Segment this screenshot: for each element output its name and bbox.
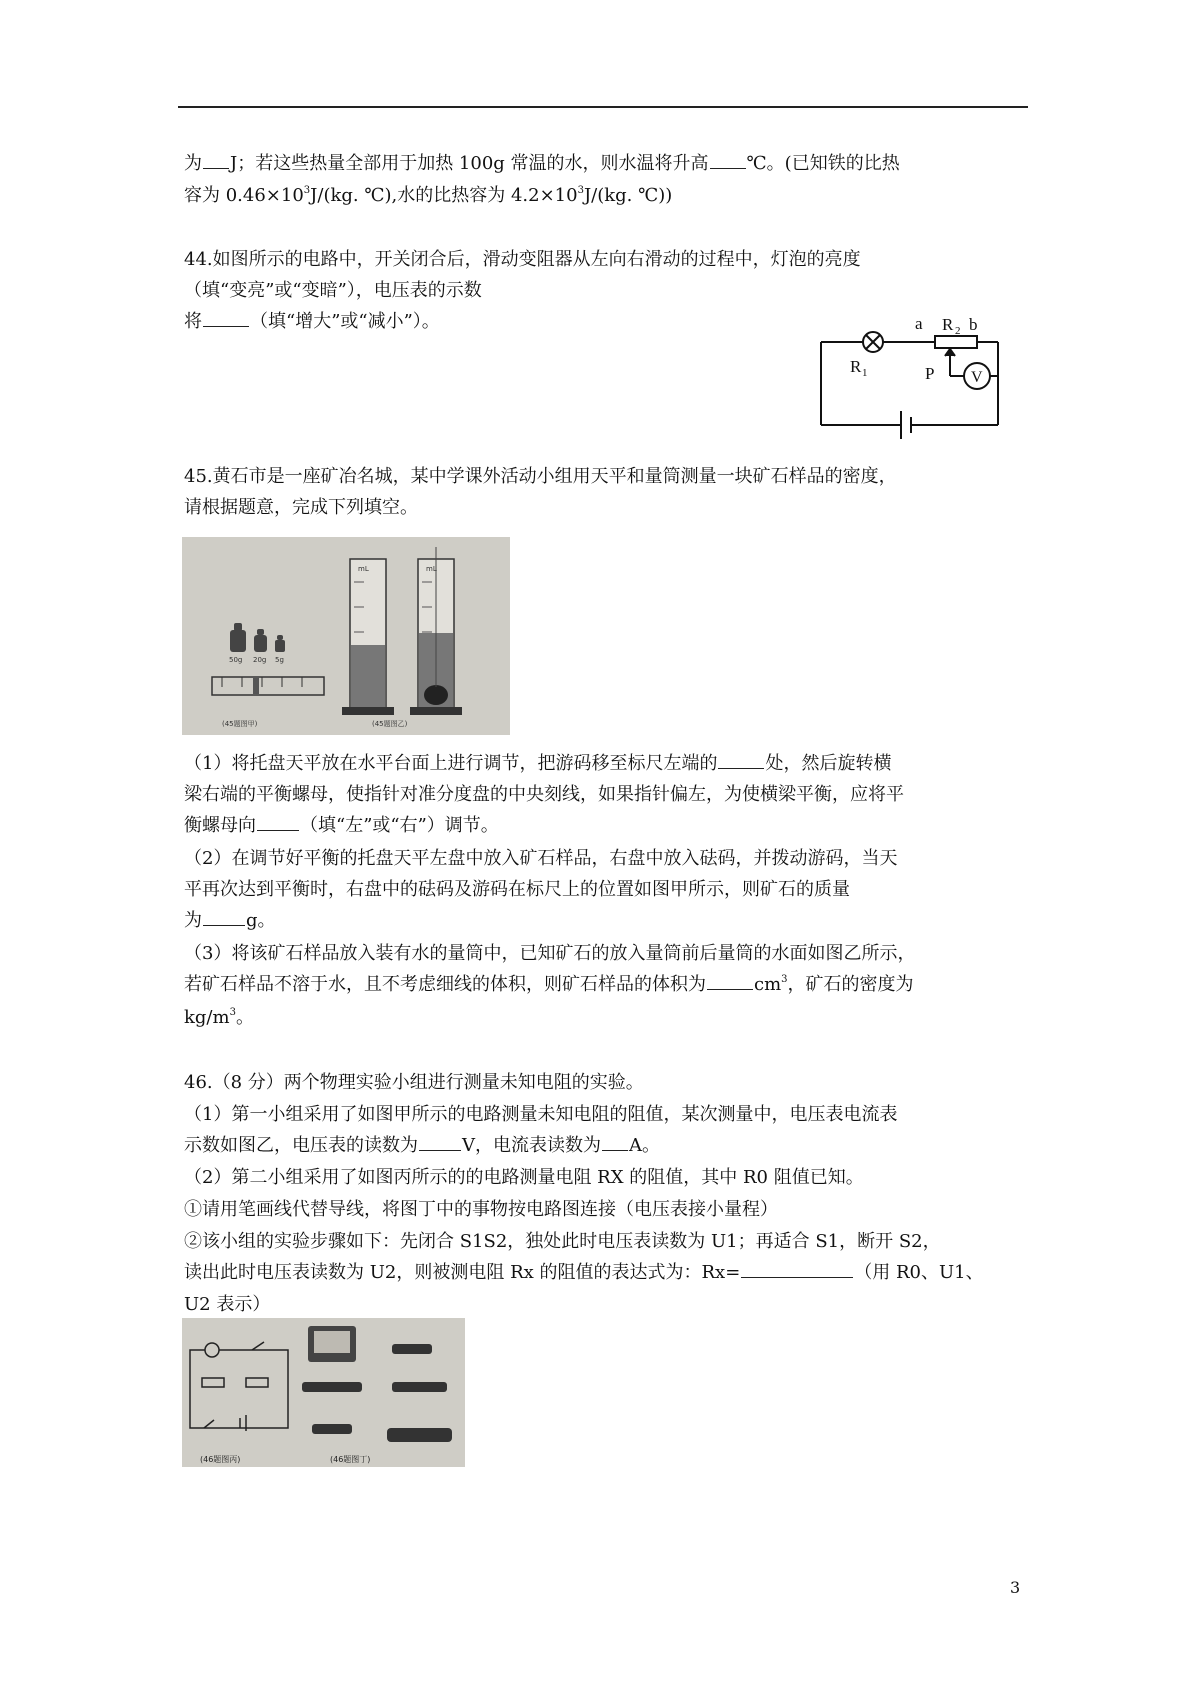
q46-line6: ②该小组的实验步骤如下：先闭合 S1S2，独处此时电压表读数为 U1；再适合 S1，断开 S2， (184, 1231, 941, 1252)
label-v: V (971, 369, 983, 386)
q45-p3-line1: （3）将该矿石样品放入装有水的量筒中，已知矿石的放入量筒前后量筒的水面如图乙所示， (184, 943, 916, 964)
answer-blank[interactable] (203, 150, 229, 169)
ore-sample-icon (424, 685, 448, 705)
q43-line2: 容为 $0.46\times 10^3J/(kg$. ℃),水的比热容为 $4.2\times 10^3J/(kg$. ℃)) (184, 185, 673, 206)
label-r2: R (942, 315, 954, 334)
weight-20g-icon (254, 635, 267, 652)
battery-device-icon (387, 1428, 452, 1442)
resistor-r0-icon (202, 1378, 224, 1387)
q45-p2-line2: 平再次达到平衡时，右盘中的砝码及游码在标尺上的位置如图甲所示，则矿石的质量 (184, 879, 850, 900)
switch-s2-device-icon (392, 1344, 432, 1354)
q46-line5: ①请用笔画线代替导线，将图丁中的事物按电路图连接（电压表接小量程） (184, 1199, 778, 1220)
resistor-rx-device-icon (392, 1382, 447, 1392)
label-r1: R (850, 357, 862, 376)
q46-line4: （2）第二小组采用了如图丙所示的的电路测量电阻 RX 的阻值，其中 R0 阻值已知。 (184, 1167, 864, 1188)
q45-line2: 请根据题意，完成下列填空。 (184, 497, 418, 518)
balance-scale-ruler (212, 677, 324, 695)
answer-blank[interactable] (718, 750, 764, 769)
q46-line7: 读出此时电压表读数为 U2，则被测电阻 Rx 的阻值的表达式为：Rx= （用 R0、U1、 (184, 1257, 1024, 1288)
rider-icon (253, 678, 259, 694)
weight-50g-icon (230, 630, 246, 652)
q46-line1: 46.（8 分）两个物理实验小组进行测量未知电阻的实验。 (184, 1072, 644, 1093)
q45-p3-line3: $kg/m^3$。 (184, 1007, 254, 1028)
q45-p1-line3: 衡螺母向 （填“左”或“右”）调节。 (184, 810, 1024, 841)
q44-line2: （填“变亮”或“变暗”），电压表的示数 (184, 280, 482, 301)
q44-line3: 将 （填“增大”或“减小”）。 (184, 306, 1024, 337)
fig-caption-yi: (45题图乙) (372, 720, 408, 728)
fig-caption-jia: (45题图甲) (222, 720, 258, 728)
page-number: 3 (1010, 1578, 1021, 1597)
q45-p2-line3: 为 g。 (184, 905, 1024, 936)
weight-5g-icon (275, 640, 285, 652)
answer-blank[interactable] (257, 812, 299, 831)
switch-s1-device-icon (312, 1424, 352, 1434)
label-b: b (969, 315, 978, 334)
q45-p3-line2: 若矿石样品不溶于水，且不考虑细线的体积，则矿石样品的体积为 $cm^3$，矿石的密度为 (184, 969, 1024, 1000)
resistor-r2-icon (935, 336, 977, 348)
resistor-rx-icon (246, 1378, 268, 1387)
q45-p2-line1: （2）在调节好平衡的托盘天平左盘中放入矿石样品，右盘中放入砝码，并拨动游码，当天 (184, 848, 898, 869)
resistor-r0-device-icon (302, 1382, 362, 1392)
answer-blank[interactable] (203, 907, 245, 926)
header-rule (178, 106, 1028, 108)
circuit-and-apparatus-photo (182, 1318, 465, 1467)
q46-line3: 示数如图乙，电压表的读数为 V，电流表读数为 A。 (184, 1130, 1024, 1161)
q45-line1: 45.黄石市是一座矿冶名城，某中学课外活动小组用天平和量筒测量一块矿石样品的密度， (184, 466, 897, 487)
label-r1-sub: 1 (862, 367, 868, 379)
voltmeter-icon (205, 1343, 219, 1357)
weight-5g-label: 5g (275, 656, 284, 664)
q46-line2: （1）第一小组采用了如图甲所示的电路测量未知电阻的阻值，某次测量中，电压表电流表 (184, 1104, 898, 1125)
answer-blank[interactable] (707, 971, 753, 990)
label-r2-sub: 2 (955, 325, 961, 337)
q44-line1: 44.如图所示的电路中，开关闭合后，滑动变阻器从左向右滑动的过程中，灯泡的亮度 (184, 249, 861, 270)
cylinder-1-unit: mL (358, 565, 369, 573)
answer-blank[interactable] (602, 1132, 628, 1151)
label-p: P (925, 364, 935, 383)
q43-line1: 为 J；若这些热量全部用于加热 100g 常温的水，则水温将升高 ℃。(已知铁的比热 (184, 148, 1024, 179)
fig-caption-ding: (46题图丁) (330, 1455, 371, 1464)
circuit-schematic-bing (190, 1350, 288, 1428)
q46-line8: U2 表示） (184, 1294, 271, 1315)
answer-blank[interactable] (741, 1259, 853, 1278)
answer-blank[interactable] (203, 308, 249, 327)
answer-blank[interactable] (419, 1132, 461, 1151)
answer-blank[interactable] (710, 150, 746, 169)
q45-p1-line2: 梁右端的平衡螺母，使指针对准分度盘的中央刻线，如果指针偏左，为使横梁平衡，应将平 (184, 784, 904, 805)
balance-and-cylinder-photo (182, 537, 510, 735)
q45-p1-line1: （1）将托盘天平放在水平台面上进行调节，把游码移至标尺左端的 处，然后旋转横 (184, 748, 1024, 779)
circuit-diagram-q44 (815, 310, 1015, 440)
cylinder-2-unit: mL (426, 565, 437, 573)
weight-50g-label: 50g (229, 656, 243, 664)
fig-caption-bing: (46题图丙) (200, 1455, 241, 1464)
label-a: a (915, 314, 923, 333)
weight-20g-label: 20g (253, 656, 267, 664)
